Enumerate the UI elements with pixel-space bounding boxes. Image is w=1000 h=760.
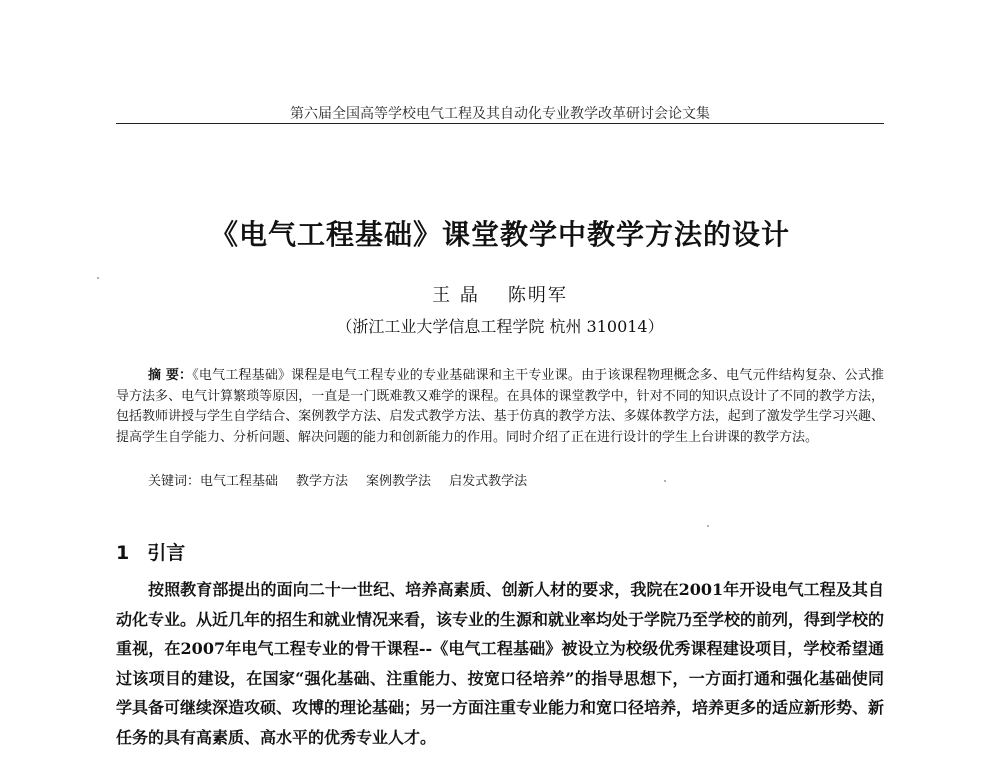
author-1: 王 晶 xyxy=(432,285,480,306)
authors xyxy=(100,281,900,307)
keyword-item: 电气工程基础 xyxy=(200,474,279,489)
paper-title: 《电气工程基础》课堂教学中教学方法的设计 xyxy=(209,218,790,251)
body-paragraph: 按照教育部提出的面向二十一世纪、培养高素质、创新人材的要求，我院在2001年开设电气工程及其自动化专业。从近几年的招生和就业情况来看，该专业的生源和就业率均处于学院乃至学校的前列，得到学校的重视，在2007年电气工程专业的骨干课程--《电气工程基础》被设立为校级优秀课程建设项目，学校希望通过该项目的建设，在国家“强化基础、注重能力、按宽口径培养”的指导思想下，一方面打通和强化基础使同学具备可继续深造攻硕、攻博的理论基础；另一方面注重专业能力和宽口径培养，培养更多的适应新形势、新任务的具有高素质、高水平的优秀专业人才。 xyxy=(116,580,885,747)
keywords-label: 关键词： xyxy=(148,474,201,489)
keywords xyxy=(148,470,884,489)
affiliation: （浙江工业大学信息工程学院 杭州 310014） xyxy=(336,317,664,336)
abstract-text: 《电气工程基础》课程是电气工程专业的专业基础课和主干专业课。由于该课程物理概念多、电气元件结构复杂、公式推导方法多、电气计算繁琐等原因，一直是一门既难教又难学的课程。在具体的课堂教学中，针对不同的知识点设计了不同的教学方法，包括教师讲授与学生自学结合、案例教学方法、启发式教学方法、基于仿真的教学方法、多媒体教学方法，起到了激发学生学习兴趣、提高学生自学能力、分析问题、解决问题的能力和创新能力的作用。同时介绍了正在进行设计的学生上台讲课的教学方法。 xyxy=(116,368,884,445)
keyword-item: 案例教学法 xyxy=(366,474,432,489)
abstract xyxy=(116,366,884,448)
running-header: 第六届全国高等学校电气工程及其自动化专业教学改革研讨会论文集 xyxy=(290,106,710,122)
header-rule xyxy=(116,123,884,124)
author-2: 陈明军 xyxy=(507,285,568,306)
scan-speck xyxy=(664,480,666,482)
scan-speck xyxy=(707,525,709,527)
section-number: 1 xyxy=(116,542,130,564)
abstract-label: 摘 要： xyxy=(148,368,193,383)
keyword-item: 启发式教学法 xyxy=(449,474,528,489)
section-heading xyxy=(116,538,185,565)
keyword-item: 教学方法 xyxy=(296,474,349,489)
section-title: 引言 xyxy=(147,542,186,564)
scan-speck xyxy=(97,277,99,279)
